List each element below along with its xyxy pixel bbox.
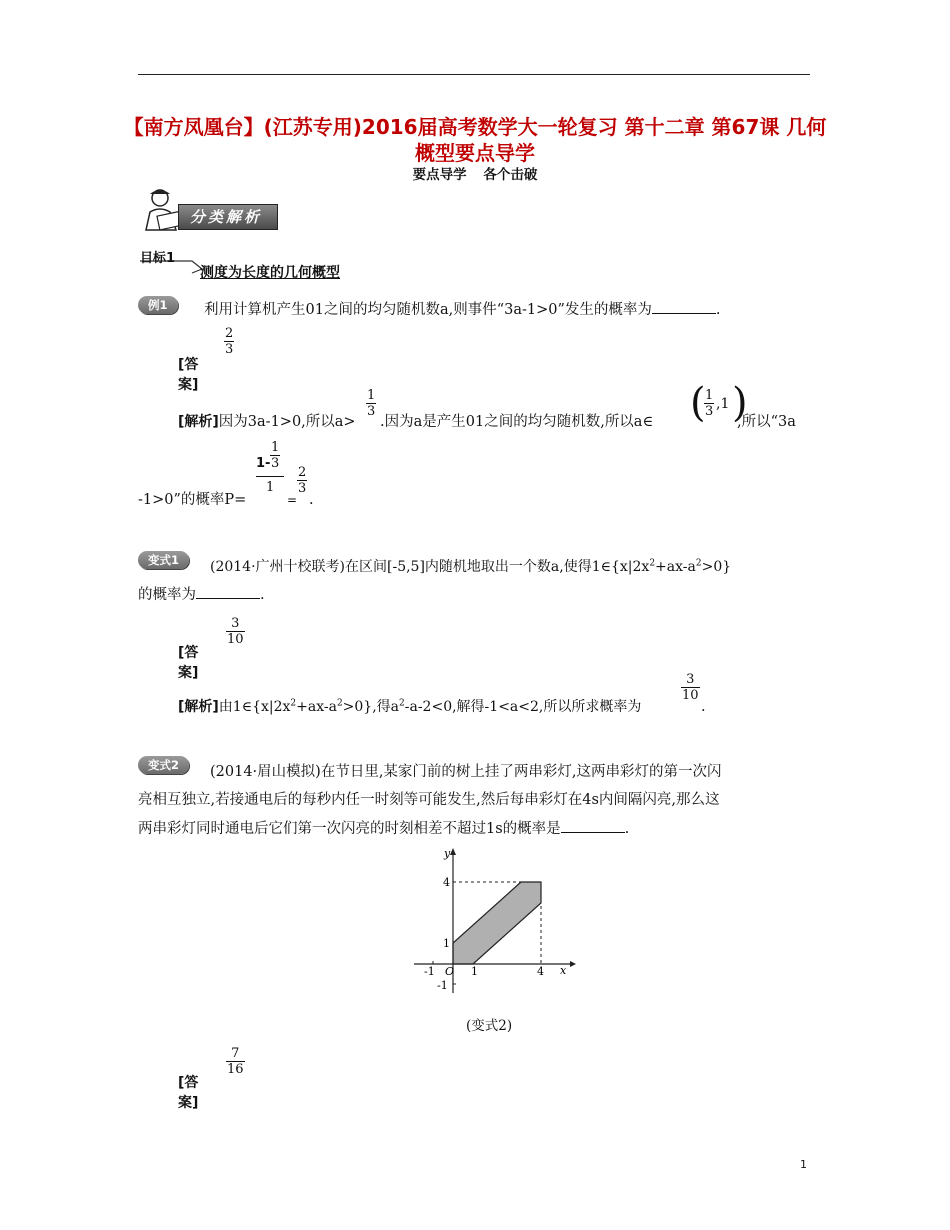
- x-tick-label-4: 4: [537, 965, 544, 978]
- example1-question-text: 利用计算机产生01之间的均匀随机数a,则事件“3a-1>0”发生的概率为: [204, 302, 652, 318]
- example1-question: 利用计算机产生01之间的均匀随机数a,则事件“3a-1>0”发生的概率为 .: [204, 299, 721, 320]
- fraction-numerator: 3: [231, 616, 240, 631]
- main-fraction-bar: [256, 476, 284, 477]
- coordinate-plot: [410, 843, 580, 1003]
- question-text: +ax-a: [655, 559, 696, 575]
- variant2-badge: 变式2: [138, 756, 189, 774]
- variant2-figure: [410, 843, 580, 1003]
- y-axis-arrow: [450, 848, 456, 855]
- fraction-denominator: 3: [705, 404, 714, 419]
- variant2-block: [138, 754, 189, 773]
- analysis-text: .因为a是产生01之间的均匀随机数,所以a∈: [380, 414, 654, 430]
- page-title: 【南方凤凰台】(江苏专用)2016届高考数学大一轮复习 第十二章 第67课 几何概型要点导学: [123, 115, 827, 165]
- answer-fraction: [226, 616, 245, 647]
- analysis-label: [解析]: [178, 699, 219, 715]
- question-text: 两串彩灯同时通电后它们第一次闪亮的时刻相差不超过1s的概率是: [138, 821, 561, 837]
- interval-right: ,1: [716, 396, 730, 412]
- x-axis-label: x: [560, 964, 567, 977]
- y-tick-label-neg1: -1: [437, 979, 448, 992]
- variant1-question-line2: 的概率为 .: [138, 584, 265, 605]
- answer-fraction: [224, 326, 234, 357]
- page-number: 1: [800, 1158, 807, 1171]
- main-denominator: 1: [266, 480, 275, 495]
- y-tick-label-4: 4: [443, 876, 450, 889]
- analysis-text: 因为3a-1>0,所以a>: [218, 414, 356, 430]
- fraction-denominator: 10: [682, 688, 699, 703]
- analysis-text: -a-2<0,解得-1<a<2,所以所求概率为: [404, 699, 642, 715]
- section-banner: [138, 186, 278, 234]
- subtitle-part-b: 各个击破: [483, 167, 538, 183]
- variant2-line1: (2014·眉山模拟)在节日里,某家门前的树上挂了两串彩灯,这两串彩灯的第一次闪: [210, 764, 722, 780]
- fraction-numerator: 7: [231, 1046, 240, 1061]
- fraction-numerator: 3: [686, 672, 695, 687]
- fraction-numerator: 2: [298, 465, 307, 480]
- superscript: 2: [336, 698, 343, 709]
- result-fraction: [297, 465, 307, 496]
- fraction-numerator: 1: [705, 388, 714, 403]
- figure-caption: (变式2): [466, 1018, 513, 1034]
- fraction: [297, 465, 307, 496]
- example1-analysis-line2: [138, 490, 246, 510]
- numerator-minus: 1-: [256, 456, 271, 471]
- example1-analysis-line1b: [380, 412, 653, 432]
- example1-analysis-line1c: [737, 412, 796, 432]
- fraction-denominator: 3: [367, 404, 376, 419]
- answer-label: [答案]: [178, 1075, 199, 1111]
- equals-sign: =: [287, 493, 298, 507]
- fraction-numerator: 1: [271, 440, 280, 455]
- answer-fraction: [226, 1046, 245, 1077]
- x-tick-label-1: 1: [471, 965, 478, 978]
- fraction-denominator: 3: [298, 481, 307, 496]
- section-banner-label: 分类解析: [190, 208, 263, 226]
- analysis-text: >0},得a: [342, 699, 400, 715]
- period: .: [309, 492, 314, 508]
- left-paren: (: [690, 380, 706, 426]
- superscript: 2: [399, 698, 405, 709]
- subtitle-part-a: 要点导学: [412, 167, 467, 183]
- page-subtitle: [120, 163, 830, 183]
- superscript: 2: [695, 558, 702, 569]
- fraction-numerator: 1: [367, 388, 376, 403]
- target-heading: [138, 247, 398, 281]
- analysis-text: ,所以“3a: [737, 414, 796, 430]
- question-text: (2014·广州十校联考)在区间[-5,5]内随机地取出一个数a,使得1∈{x|2x: [210, 559, 650, 575]
- question-text: 的概率为: [138, 587, 196, 603]
- variant2-line2: 亮相互独立,若接通电后的每秒内任一时刻等可能发生,然后每串彩灯在4s内间隔闪亮,那么这: [138, 792, 720, 808]
- fraction: [366, 388, 376, 419]
- answer-label: [答案]: [178, 645, 199, 681]
- variant1-analysis: [178, 697, 641, 717]
- answer-blank: [561, 818, 625, 833]
- variant1-question: [210, 557, 731, 577]
- superscript: 2: [649, 558, 656, 569]
- analysis-text: +ax-a: [296, 699, 337, 715]
- answer-blank: [652, 299, 716, 314]
- fraction-denominator: 16: [227, 1062, 244, 1077]
- variant2-line3: 两串彩灯同时通电后它们第一次闪亮的时刻相差不超过1s的概率是 .: [138, 818, 629, 839]
- example1-analysis-line1: [178, 412, 356, 432]
- question-text: >0}: [701, 559, 732, 575]
- period: .: [701, 699, 706, 715]
- analysis-label: [解析]: [178, 414, 219, 430]
- fraction-denominator: 10: [227, 632, 244, 647]
- fraction-denominator: 3: [225, 342, 234, 357]
- fraction: [704, 388, 714, 419]
- example1-block: [138, 294, 178, 313]
- right-paren: ): [732, 380, 748, 426]
- shaded-band: [453, 882, 541, 964]
- superscript: 2: [290, 698, 297, 709]
- target-title: 测度为长度的几何概型: [200, 265, 340, 281]
- answer-label: [答案]: [178, 357, 199, 393]
- top-rule: [138, 74, 810, 75]
- x-tick-label-neg1: -1: [424, 965, 435, 978]
- y-tick-label-1: 1: [443, 937, 450, 950]
- analysis-text: 由1∈{x|2x: [218, 699, 291, 715]
- target-badge: 目标1: [140, 251, 176, 266]
- probability-complex-fraction: [256, 440, 286, 506]
- fraction-denominator: 3: [271, 456, 280, 471]
- y-axis-label: y: [444, 847, 451, 860]
- analysis-text: -1>0”的概率P=: [138, 492, 247, 508]
- variant1-block: [138, 549, 189, 568]
- fraction-numerator: 2: [225, 326, 234, 341]
- answer-blank: [196, 584, 260, 599]
- analysis-fraction-one-third: [366, 388, 376, 419]
- example1-badge: 例1: [138, 296, 178, 314]
- x-axis-arrow: [570, 961, 576, 967]
- origin-label: O: [445, 965, 455, 978]
- variant1-analysis-fraction: [681, 672, 700, 703]
- fraction: [681, 672, 700, 703]
- inner-fraction: [270, 440, 280, 471]
- variant1-badge: 变式1: [138, 551, 189, 569]
